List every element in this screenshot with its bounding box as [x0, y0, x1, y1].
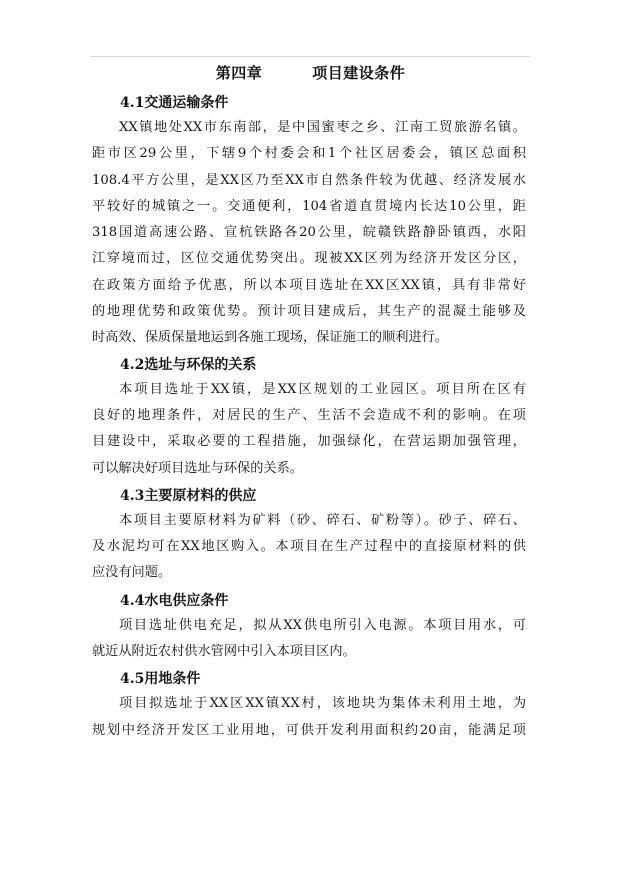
- section-4-1: [92, 92, 526, 352]
- section-heading: 4.1交通运输条件: [120, 95, 229, 111]
- paragraph-line: 就近从附近农村供水管网中引入本项目区内。: [92, 644, 356, 660]
- section-paragraph: [92, 377, 526, 482]
- paragraph-line: 在政策方面给予优惠，所以本项目选址在XX区XX镇，具有非常好: [92, 277, 526, 293]
- section-paragraph: [92, 115, 526, 352]
- paragraph-line: 本项目选址于XX镇，是XX区规划的工业园区。项目所在区有: [119, 381, 526, 397]
- section-paragraph: [92, 613, 526, 666]
- section-paragraph: [92, 691, 526, 744]
- section-heading: 4.2选址与环保的关系: [120, 356, 257, 373]
- section-heading: 4.4水电供应条件: [120, 592, 229, 609]
- paragraph-line: 应没有问题。: [92, 565, 172, 581]
- document-body: [92, 92, 526, 744]
- chapter-title: [0, 63, 621, 83]
- paragraph-line: 可以解决好项目选址与环保的关系。: [92, 460, 303, 476]
- paragraph-line: 距市区29公里，下辖9个村委会和1个社区居委会，镇区总面积: [92, 146, 526, 162]
- paragraph-line: 本项目主要原材料为矿料（砂、碎石、矿粉等）。砂子、碎石、: [119, 512, 526, 528]
- paragraph-line: XX镇地处XX市东南部，是中国蜜枣之乡、江南工贸旅游名镇。: [119, 120, 526, 135]
- paragraph-line: 时高效、保质保量地运到各施工现场，保证施工的顺利进行。: [92, 330, 449, 346]
- paragraph-line: 318国道高速公路、宣杭铁路各20公里，皖赣铁路静卧镇西，水阳: [92, 225, 526, 241]
- header-rule: [90, 56, 530, 57]
- chapter-name: 项目建设条件: [312, 64, 406, 82]
- section-4-4: [92, 590, 526, 666]
- section-heading: 4.5用地条件: [120, 671, 201, 688]
- paragraph-line: 项目选址供电充足，拟从XX供电所引入电源。本项目用水，可: [119, 617, 526, 633]
- paragraph-line: 规划中经济开发区工业用地，可供开发利用面积约20亩，能满足项: [92, 722, 526, 738]
- paragraph-line: 江穿境而过，区位交通优势突出。现被XX区列为经济开发区分区，: [92, 251, 526, 267]
- paragraph-line: 项目拟选址于XX区XX镇XX村，该地块为集体未利用土地，为: [119, 696, 526, 712]
- paragraph-line: 108.4平方公里，是XX区乃至XX市自然条件较为优越、经济发展水: [92, 172, 526, 188]
- paragraph-line: 及水泥均可在XX地区购入。本项目在生产过程中的直接原材料的供: [92, 539, 526, 555]
- paragraph-line: 目建设中，采取必要的工程措施，加强绿化，在营运期加强管理，: [92, 434, 526, 450]
- section-4-5: [92, 668, 526, 744]
- paragraph-line: 的地理优势和政策优势。预计项目建成后，其生产的混凝土能够及: [92, 304, 526, 320]
- paragraph-line: 平较好的城镇之一。交通便利，104省道直贯境内长达10公里，距: [92, 198, 526, 214]
- paragraph-line: 良好的地理条件，对居民的生产、生活不会造成不利的影响。在项: [92, 407, 526, 423]
- section-4-3: [92, 485, 526, 587]
- section-paragraph: [92, 508, 526, 587]
- chapter-number: 第四章: [215, 64, 263, 82]
- section-heading: 4.3主要原材料的供应: [120, 487, 257, 504]
- section-4-2: [92, 354, 526, 482]
